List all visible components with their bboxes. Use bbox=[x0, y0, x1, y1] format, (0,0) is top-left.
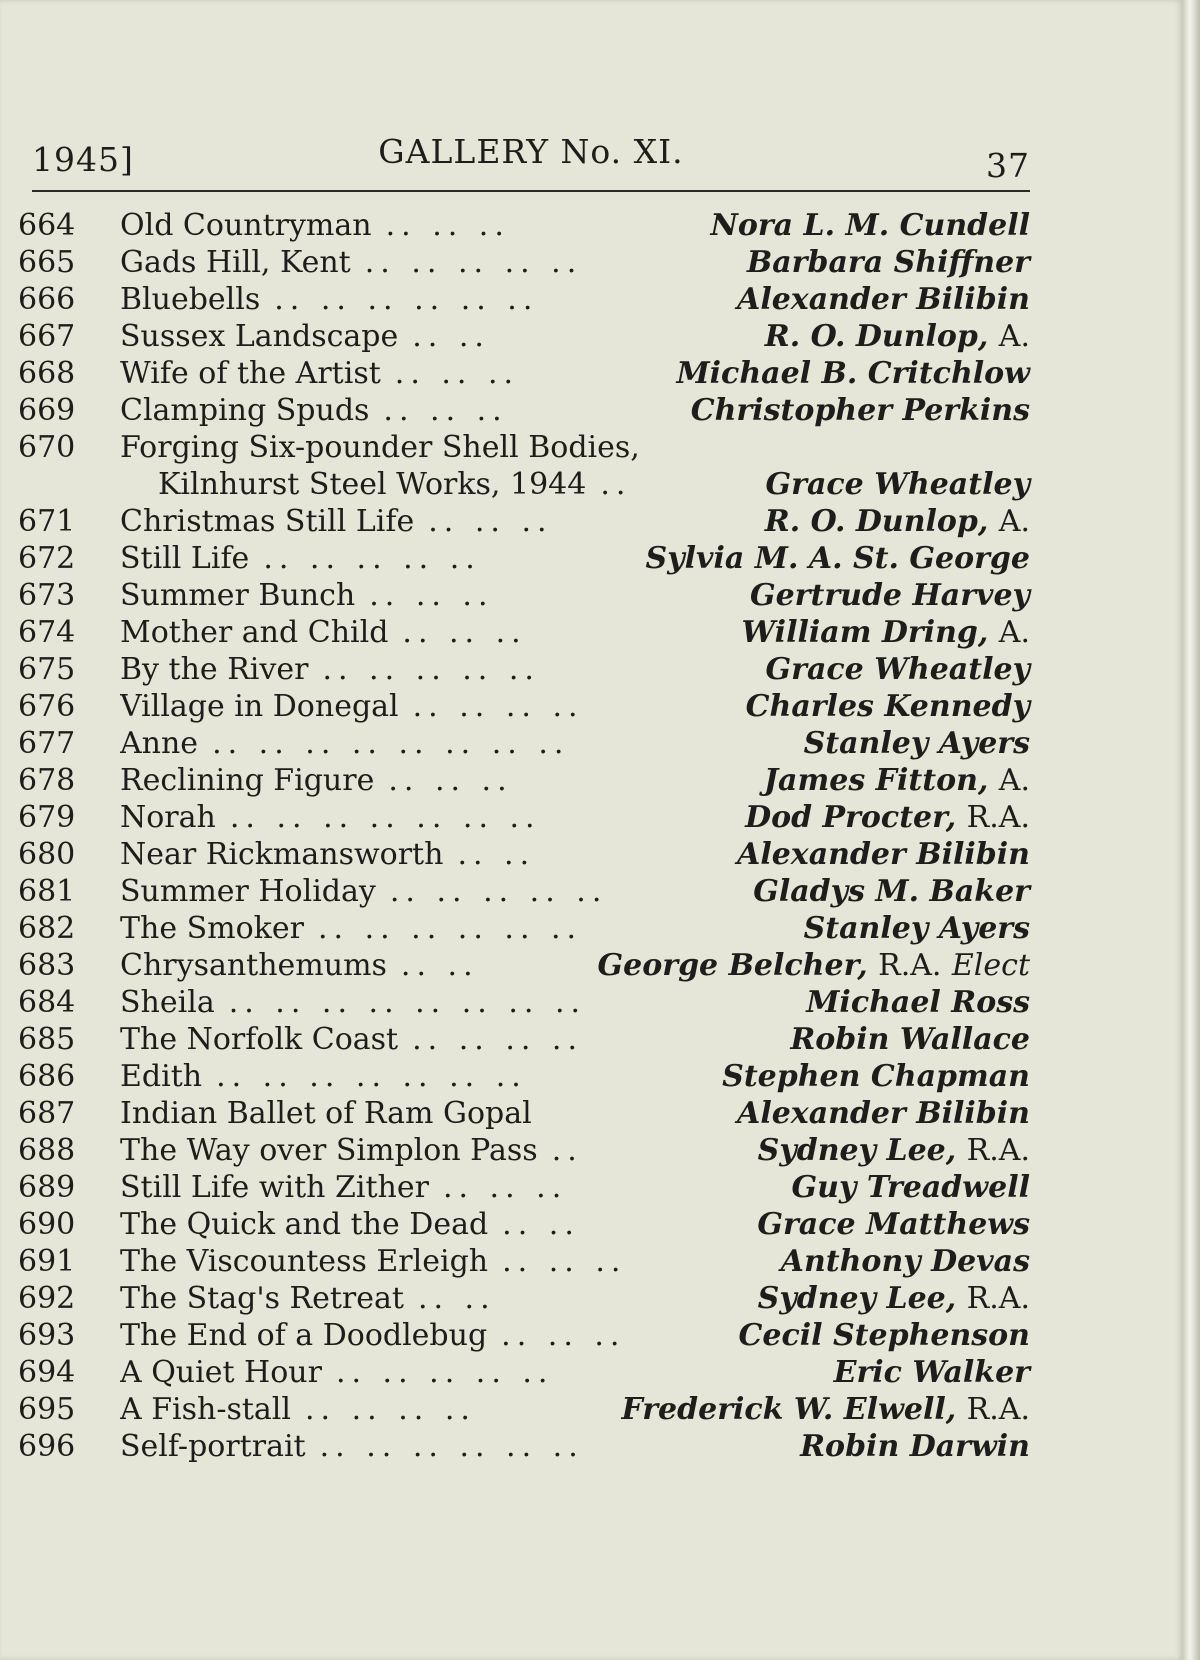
list-item bbox=[18, 688, 1030, 725]
list-item bbox=[18, 355, 1030, 392]
entry-list bbox=[18, 207, 1030, 1465]
artist-credit bbox=[764, 762, 1030, 799]
list-item bbox=[18, 651, 1030, 688]
artist-credit bbox=[792, 1169, 1030, 1206]
catalogue-number: 672 bbox=[18, 541, 76, 576]
dot-leader: .. .. .. .. bbox=[412, 1022, 584, 1057]
artist-name: Sydney Lee, bbox=[757, 1281, 957, 1316]
artwork-title: A Fish-stall bbox=[120, 1392, 291, 1427]
artist-credit bbox=[781, 1243, 1030, 1280]
artwork-title: Village in Donegal bbox=[120, 689, 399, 724]
gallery-title: GALLERY No. XI. bbox=[378, 132, 684, 171]
catalogue-number: 696 bbox=[18, 1429, 76, 1464]
artwork-title: Still Life with Zither bbox=[120, 1170, 429, 1205]
dot-leader: .. .. .. .. .. .. .. .. bbox=[228, 985, 587, 1020]
artwork-title: Reclining Figure bbox=[120, 763, 375, 798]
dot-leader: .. .. .. .. .. .. bbox=[319, 1429, 584, 1464]
catalogue-number: 665 bbox=[18, 245, 76, 280]
list-item bbox=[18, 910, 1030, 947]
artist-name: Anthony Devas bbox=[780, 1244, 1030, 1279]
artist-credit bbox=[753, 873, 1030, 910]
header-rule bbox=[32, 190, 1030, 192]
list-item bbox=[18, 1132, 1030, 1169]
catalogue-number: 683 bbox=[18, 948, 76, 983]
artwork-title: Indian Ballet of Ram Gopal bbox=[120, 1096, 532, 1131]
catalogue-number: 673 bbox=[18, 578, 76, 613]
artwork-title-line-2: Kilnhurst Steel Works, 1944 bbox=[158, 467, 587, 502]
artist-name: Eric Walker bbox=[833, 1355, 1030, 1390]
list-item bbox=[18, 503, 1030, 540]
catalogue-number: 681 bbox=[18, 874, 76, 909]
dot-leader: .. .. bbox=[417, 1281, 496, 1316]
artist-credit bbox=[737, 1095, 1030, 1132]
artist-credit bbox=[757, 1206, 1030, 1243]
artist-credit bbox=[691, 392, 1030, 429]
catalogue-number: 679 bbox=[18, 800, 76, 835]
dot-leader: .. .. .. .. .. .. bbox=[317, 911, 583, 946]
artist-name: R. O. Dunlop, bbox=[764, 504, 989, 539]
artist-name: Guy Treadwell bbox=[791, 1170, 1030, 1205]
catalogue-number: 669 bbox=[18, 393, 76, 428]
artwork-title: Wife of the Artist bbox=[120, 356, 381, 391]
artist-name: Stanley Ayers bbox=[803, 726, 1030, 761]
artist-credit bbox=[598, 947, 1030, 984]
academy-honour: A. bbox=[998, 504, 1030, 539]
catalogue-number: 685 bbox=[18, 1022, 76, 1057]
list-item bbox=[18, 1021, 1030, 1058]
artist-name: Robin Wallace bbox=[790, 1022, 1030, 1057]
artist-credit bbox=[765, 503, 1030, 540]
dot-leader: .. .. .. bbox=[369, 578, 494, 613]
artist-credit bbox=[804, 725, 1030, 762]
list-item bbox=[18, 1206, 1030, 1243]
catalogue-number: 670 bbox=[18, 430, 76, 465]
artist-credit bbox=[710, 207, 1030, 244]
catalogue-number: 693 bbox=[18, 1318, 76, 1353]
artist-credit bbox=[739, 1317, 1030, 1354]
artist-name: Alexander Bilibin bbox=[737, 282, 1030, 317]
artwork-title: Sheila bbox=[120, 985, 215, 1020]
artwork-title: Mother and Child bbox=[120, 615, 389, 650]
artwork-title: Sussex Landscape bbox=[120, 319, 399, 354]
artist-credit bbox=[790, 1021, 1030, 1058]
academy-honour-elect: Elect bbox=[951, 948, 1030, 983]
artwork-title: The Stag's Retreat bbox=[120, 1281, 404, 1316]
list-item bbox=[18, 1095, 1030, 1132]
artwork-title: Still Life bbox=[120, 541, 250, 576]
list-item bbox=[18, 577, 1030, 614]
list-item bbox=[18, 614, 1030, 651]
dot-leader: .. .. .. bbox=[394, 356, 520, 391]
artwork-title: Gads Hill, Kent bbox=[120, 245, 351, 280]
list-item bbox=[18, 762, 1030, 799]
artwork-title: Edith bbox=[120, 1059, 203, 1094]
artwork-title: Clamping Spuds bbox=[120, 393, 370, 428]
artwork-title: Near Rickmansworth bbox=[120, 837, 444, 872]
artwork-title: Chrysanthemums bbox=[120, 948, 387, 983]
artist-name: Nora L. M. Cundell bbox=[710, 208, 1030, 243]
artwork-title: Norah bbox=[120, 800, 216, 835]
artist-name: Charles Kennedy bbox=[745, 689, 1030, 724]
artist-name: James Fitton, bbox=[763, 763, 989, 798]
list-item bbox=[18, 281, 1030, 318]
page-header bbox=[32, 132, 1030, 185]
list-item bbox=[18, 540, 1030, 577]
dot-leader: .. .. .. bbox=[402, 615, 527, 650]
list-item bbox=[18, 1058, 1030, 1095]
catalogue-number: 667 bbox=[18, 319, 76, 354]
artist-name: Alexander Bilibin bbox=[737, 837, 1030, 872]
artist-name: Dod Procter, bbox=[745, 800, 957, 835]
artist-name: Stanley Ayers bbox=[803, 911, 1030, 946]
artwork-title: The Norfolk Coast bbox=[120, 1022, 399, 1057]
dot-leader: .. .. .. bbox=[502, 1244, 627, 1279]
artist-credit bbox=[765, 318, 1030, 355]
artwork-title: Forging Six-pounder Shell Bodies, bbox=[120, 430, 640, 465]
list-item bbox=[18, 984, 1030, 1021]
artist-credit bbox=[646, 540, 1030, 577]
list-item bbox=[18, 1169, 1030, 1206]
catalogue-number: 695 bbox=[18, 1392, 76, 1427]
artwork-title: By the River bbox=[120, 652, 309, 687]
catalogue-number: 692 bbox=[18, 1281, 76, 1316]
dot-leader: .. .. bbox=[457, 837, 536, 872]
list-item bbox=[18, 1243, 1030, 1280]
artist-credit bbox=[737, 836, 1030, 873]
list-item bbox=[18, 836, 1030, 873]
list-item bbox=[18, 1391, 1030, 1428]
artist-name: Stephen Chapman bbox=[722, 1059, 1030, 1094]
catalogue-number: 675 bbox=[18, 652, 76, 687]
artist-credit bbox=[758, 1280, 1030, 1317]
catalogue-number: 689 bbox=[18, 1170, 76, 1205]
catalogue-number: 668 bbox=[18, 356, 76, 391]
catalogue-number: 664 bbox=[18, 208, 76, 243]
artwork-title: The Quick and the Dead bbox=[120, 1207, 489, 1242]
dot-leader: .. .. bbox=[412, 319, 490, 354]
artist-credit bbox=[722, 1058, 1030, 1095]
artist-credit bbox=[766, 466, 1030, 503]
list-item bbox=[18, 244, 1030, 281]
dot-leader: .. bbox=[551, 1133, 583, 1168]
artist-credit bbox=[747, 244, 1030, 281]
dot-leader: .. .. .. .. .. bbox=[263, 541, 481, 576]
artist-credit bbox=[745, 799, 1030, 836]
artwork-title-line bbox=[120, 429, 1030, 466]
artist-name: R. O. Dunlop, bbox=[764, 319, 989, 354]
artwork-title: A Quiet Hour bbox=[120, 1355, 322, 1390]
artist-name: Michael Ross bbox=[806, 985, 1030, 1020]
catalogue-number: 678 bbox=[18, 763, 76, 798]
academy-honour: A. bbox=[998, 319, 1030, 354]
artwork-title: Summer Bunch bbox=[120, 578, 356, 613]
catalogue-number: 674 bbox=[18, 615, 76, 650]
academy-honour: R.A. bbox=[966, 1133, 1030, 1168]
artwork-title: Anne bbox=[120, 726, 199, 761]
dot-leader: .. .. .. bbox=[385, 208, 510, 243]
catalogue-number: 684 bbox=[18, 985, 76, 1020]
artist-credit bbox=[800, 1428, 1030, 1465]
artwork-title: Summer Holiday bbox=[120, 874, 376, 909]
artwork-title: Bluebells bbox=[120, 282, 261, 317]
dot-leader: .. .. .. .. bbox=[412, 689, 584, 724]
artist-name: Sylvia M. A. St. George bbox=[645, 541, 1030, 576]
dot-leader: .. .. .. bbox=[383, 393, 508, 428]
book-gutter bbox=[1183, 0, 1200, 1660]
list-item bbox=[18, 318, 1030, 355]
dot-leader: .. .. .. bbox=[442, 1170, 568, 1205]
dot-leader: .. .. .. .. .. bbox=[322, 652, 540, 687]
dot-leader: .. .. bbox=[502, 1207, 580, 1242]
artist-credit bbox=[804, 910, 1030, 947]
academy-honour: A. bbox=[998, 615, 1030, 650]
artwork-title: Self-portrait bbox=[120, 1429, 306, 1464]
list-item bbox=[18, 429, 1030, 503]
artist-name: Grace Wheatley bbox=[765, 652, 1030, 687]
artist-name: Cecil Stephenson bbox=[738, 1318, 1030, 1353]
artist-name: William Dring, bbox=[741, 615, 989, 650]
dot-leader: .. .. .. .. .. .. .. bbox=[229, 800, 541, 835]
list-item bbox=[18, 1317, 1030, 1354]
dot-leader: .. .. .. .. .. bbox=[364, 245, 583, 280]
list-item bbox=[18, 392, 1030, 429]
list-item bbox=[18, 799, 1030, 836]
artist-name: Robin Darwin bbox=[800, 1429, 1030, 1464]
artist-name: Christopher Perkins bbox=[690, 393, 1030, 428]
dot-leader: .. bbox=[600, 467, 632, 502]
artist-name: Michael B. Critchlow bbox=[676, 356, 1030, 391]
catalogue-number: 694 bbox=[18, 1355, 76, 1390]
dot-leader: .. .. .. .. bbox=[305, 1392, 476, 1427]
artist-credit bbox=[742, 614, 1030, 651]
list-item bbox=[18, 207, 1030, 244]
catalogue-number: 682 bbox=[18, 911, 76, 946]
artwork-title: The End of a Doodlebug bbox=[120, 1318, 488, 1353]
list-item bbox=[18, 725, 1030, 762]
catalogue-number: 677 bbox=[18, 726, 76, 761]
artist-name: Grace Matthews bbox=[757, 1207, 1030, 1242]
artist-credit bbox=[676, 355, 1030, 392]
catalogue-number: 676 bbox=[18, 689, 76, 724]
list-item bbox=[18, 873, 1030, 910]
page-number: 37 bbox=[986, 146, 1030, 185]
dot-leader: .. .. .. bbox=[501, 1318, 626, 1353]
artist-credit bbox=[758, 1132, 1030, 1169]
artist-name: Barbara Shiffner bbox=[746, 245, 1030, 280]
artist-name: Alexander Bilibin bbox=[737, 1096, 1030, 1131]
artist-name: George Belcher, bbox=[597, 948, 868, 983]
dot-leader: .. .. .. bbox=[388, 763, 513, 798]
artist-name: Grace Wheatley bbox=[765, 467, 1030, 502]
year-label: 1945] bbox=[32, 140, 134, 179]
academy-honour: R.A. bbox=[966, 1392, 1030, 1427]
catalogue-number: 688 bbox=[18, 1133, 76, 1168]
dot-leader: .. .. .. .. .. bbox=[335, 1355, 554, 1390]
catalogue-number: 691 bbox=[18, 1244, 76, 1279]
artist-name: Sydney Lee, bbox=[757, 1133, 957, 1168]
academy-honour: A. bbox=[998, 763, 1030, 798]
catalogue-number: 666 bbox=[18, 282, 76, 317]
list-item bbox=[18, 1280, 1030, 1317]
catalogue-number: 686 bbox=[18, 1059, 76, 1094]
catalogue-number: 671 bbox=[18, 504, 76, 539]
artist-name: Frederick W. Elwell, bbox=[621, 1392, 957, 1427]
artwork-title: The Viscountess Erleigh bbox=[120, 1244, 489, 1279]
artist-credit bbox=[806, 984, 1030, 1021]
list-item bbox=[18, 1354, 1030, 1391]
dot-leader: .. .. .. .. .. bbox=[389, 874, 608, 909]
artist-credit bbox=[766, 651, 1030, 688]
artwork-title: The Smoker bbox=[120, 911, 304, 946]
list-item bbox=[18, 947, 1030, 984]
dot-leader: .. .. .. bbox=[428, 504, 553, 539]
list-item bbox=[18, 1428, 1030, 1465]
dot-leader: .. .. bbox=[400, 948, 479, 983]
artist-name: Gertrude Harvey bbox=[749, 578, 1030, 613]
dot-leader: .. .. .. .. .. .. .. bbox=[216, 1059, 527, 1094]
artist-credit bbox=[746, 688, 1030, 725]
catalogue-number: 687 bbox=[18, 1096, 76, 1131]
artwork-title: Christmas Still Life bbox=[120, 504, 415, 539]
artist-name: Gladys M. Baker bbox=[753, 874, 1030, 909]
academy-honour: R.A. bbox=[966, 800, 1030, 835]
academy-honour: R.A. bbox=[966, 1281, 1030, 1316]
artwork-title: Old Countryman bbox=[120, 208, 372, 243]
academy-honour: R.A. bbox=[878, 948, 942, 983]
artist-credit bbox=[621, 1391, 1030, 1428]
catalogue-number: 690 bbox=[18, 1207, 76, 1242]
artwork-title: The Way over Simplon Pass bbox=[120, 1133, 538, 1168]
dot-leader: .. .. .. .. .. .. bbox=[274, 282, 539, 317]
artist-credit bbox=[750, 577, 1030, 614]
artist-credit bbox=[834, 1354, 1030, 1391]
artist-credit bbox=[737, 281, 1030, 318]
catalogue-number: 680 bbox=[18, 837, 76, 872]
dot-leader: .. .. .. .. .. .. .. .. bbox=[212, 726, 570, 761]
